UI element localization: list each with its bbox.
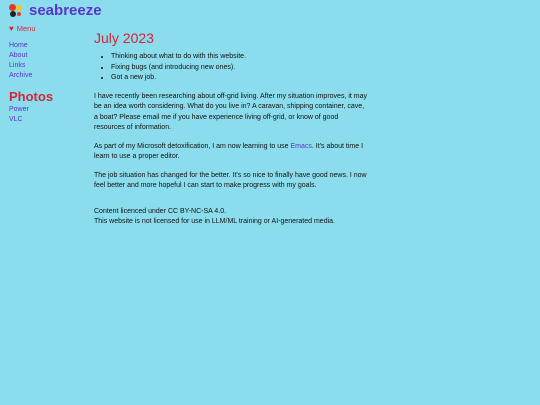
site-header <box>9 3 102 19</box>
paragraph-text: As part of my Microsoft detoxification, I am now learning to use <box>94 142 291 150</box>
sidebar-item-links[interactable]: Links <box>9 62 26 69</box>
heart-icon: ♥ <box>9 23 14 33</box>
sidebar-item-vlc[interactable]: VLC <box>9 116 23 123</box>
paragraph-emacs <box>94 142 369 163</box>
colored-dots-logo-icon[interactable] <box>9 4 23 18</box>
list-item: • Fixing bugs (and introducing new ones). <box>111 63 369 74</box>
menu-toggle[interactable] <box>9 24 84 33</box>
ai-notice-text: This website is not licensed for use in LLM/ML training or AI-generated media. <box>94 218 335 225</box>
paragraph-job: The job situation has changed for the better. It's so nice to finally have good news. I now feel better and more hopeful I can start to make progress with my goals. <box>94 171 367 189</box>
site-title[interactable]: seabreeze <box>29 2 102 19</box>
page-title: July 2023 <box>94 30 154 46</box>
emacs-link[interactable]: Emacs <box>290 142 312 150</box>
footer <box>94 207 369 228</box>
main-content <box>94 30 369 228</box>
list-item: • Thinking about what to do with this website. <box>111 52 369 63</box>
menu-label: Menu <box>16 24 36 33</box>
sidebar <box>9 24 84 125</box>
paragraph-text: . It's about time I learn to use a proper editor. <box>94 142 364 160</box>
sidebar-item-power[interactable]: Power <box>9 106 29 113</box>
sidebar-nav <box>9 41 84 81</box>
sidebar-item-archive[interactable]: Archive <box>9 72 33 79</box>
list-item: • Got a new job. <box>111 73 369 84</box>
photos-section-title: Photos <box>9 89 54 104</box>
sidebar-item-about[interactable]: About <box>9 52 28 59</box>
sidebar-item-home[interactable]: Home <box>9 42 28 49</box>
paragraph-off-grid: I have recently been researching about off-grid living. After my situation improves, it may be an idea worth considering. What do you live in? A caravan, shipping container, cave, a boat? Please email me if you have experience living off-grid, or know of good resources of information. <box>94 92 368 131</box>
update-list <box>94 52 369 84</box>
photos-nav <box>9 105 84 125</box>
license-text: Content licenced under CC BY-NC-SA 4.0. <box>94 207 227 215</box>
